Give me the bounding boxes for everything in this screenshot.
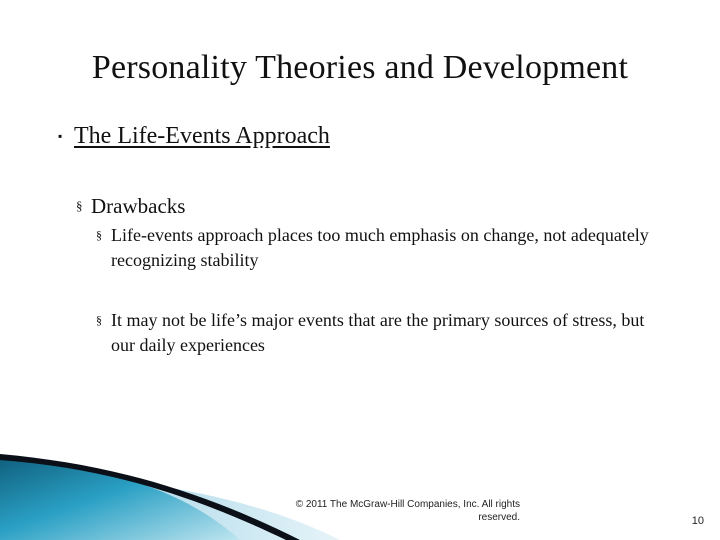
- main-bullet-text: The Life-Events Approach: [74, 123, 330, 149]
- slide-title: Personality Theories and Development: [91, 49, 629, 86]
- section-bullet-icon: §: [76, 198, 83, 213]
- copyright-notice: © 2011 The McGraw-Hill Companies, Inc. All rights reserved.: [295, 499, 520, 523]
- section-bullet-icon: §: [96, 313, 102, 327]
- drawback-item: [96, 308, 666, 358]
- section-bullet-icon: §: [96, 228, 102, 242]
- sub-heading-text: Drawbacks: [91, 194, 186, 218]
- drawback-text: It may not be life’s major events that are the primary sources of stress, but our daily experiences: [111, 310, 645, 355]
- footer-wave-decoration: [0, 440, 720, 540]
- drawback-text: Life-events approach places too much emphasis on change, not adequately recognizing stability: [111, 225, 649, 270]
- drawback-item: [96, 223, 666, 273]
- page-number: 10: [691, 515, 704, 527]
- square-bullet-icon: ▪: [58, 129, 63, 143]
